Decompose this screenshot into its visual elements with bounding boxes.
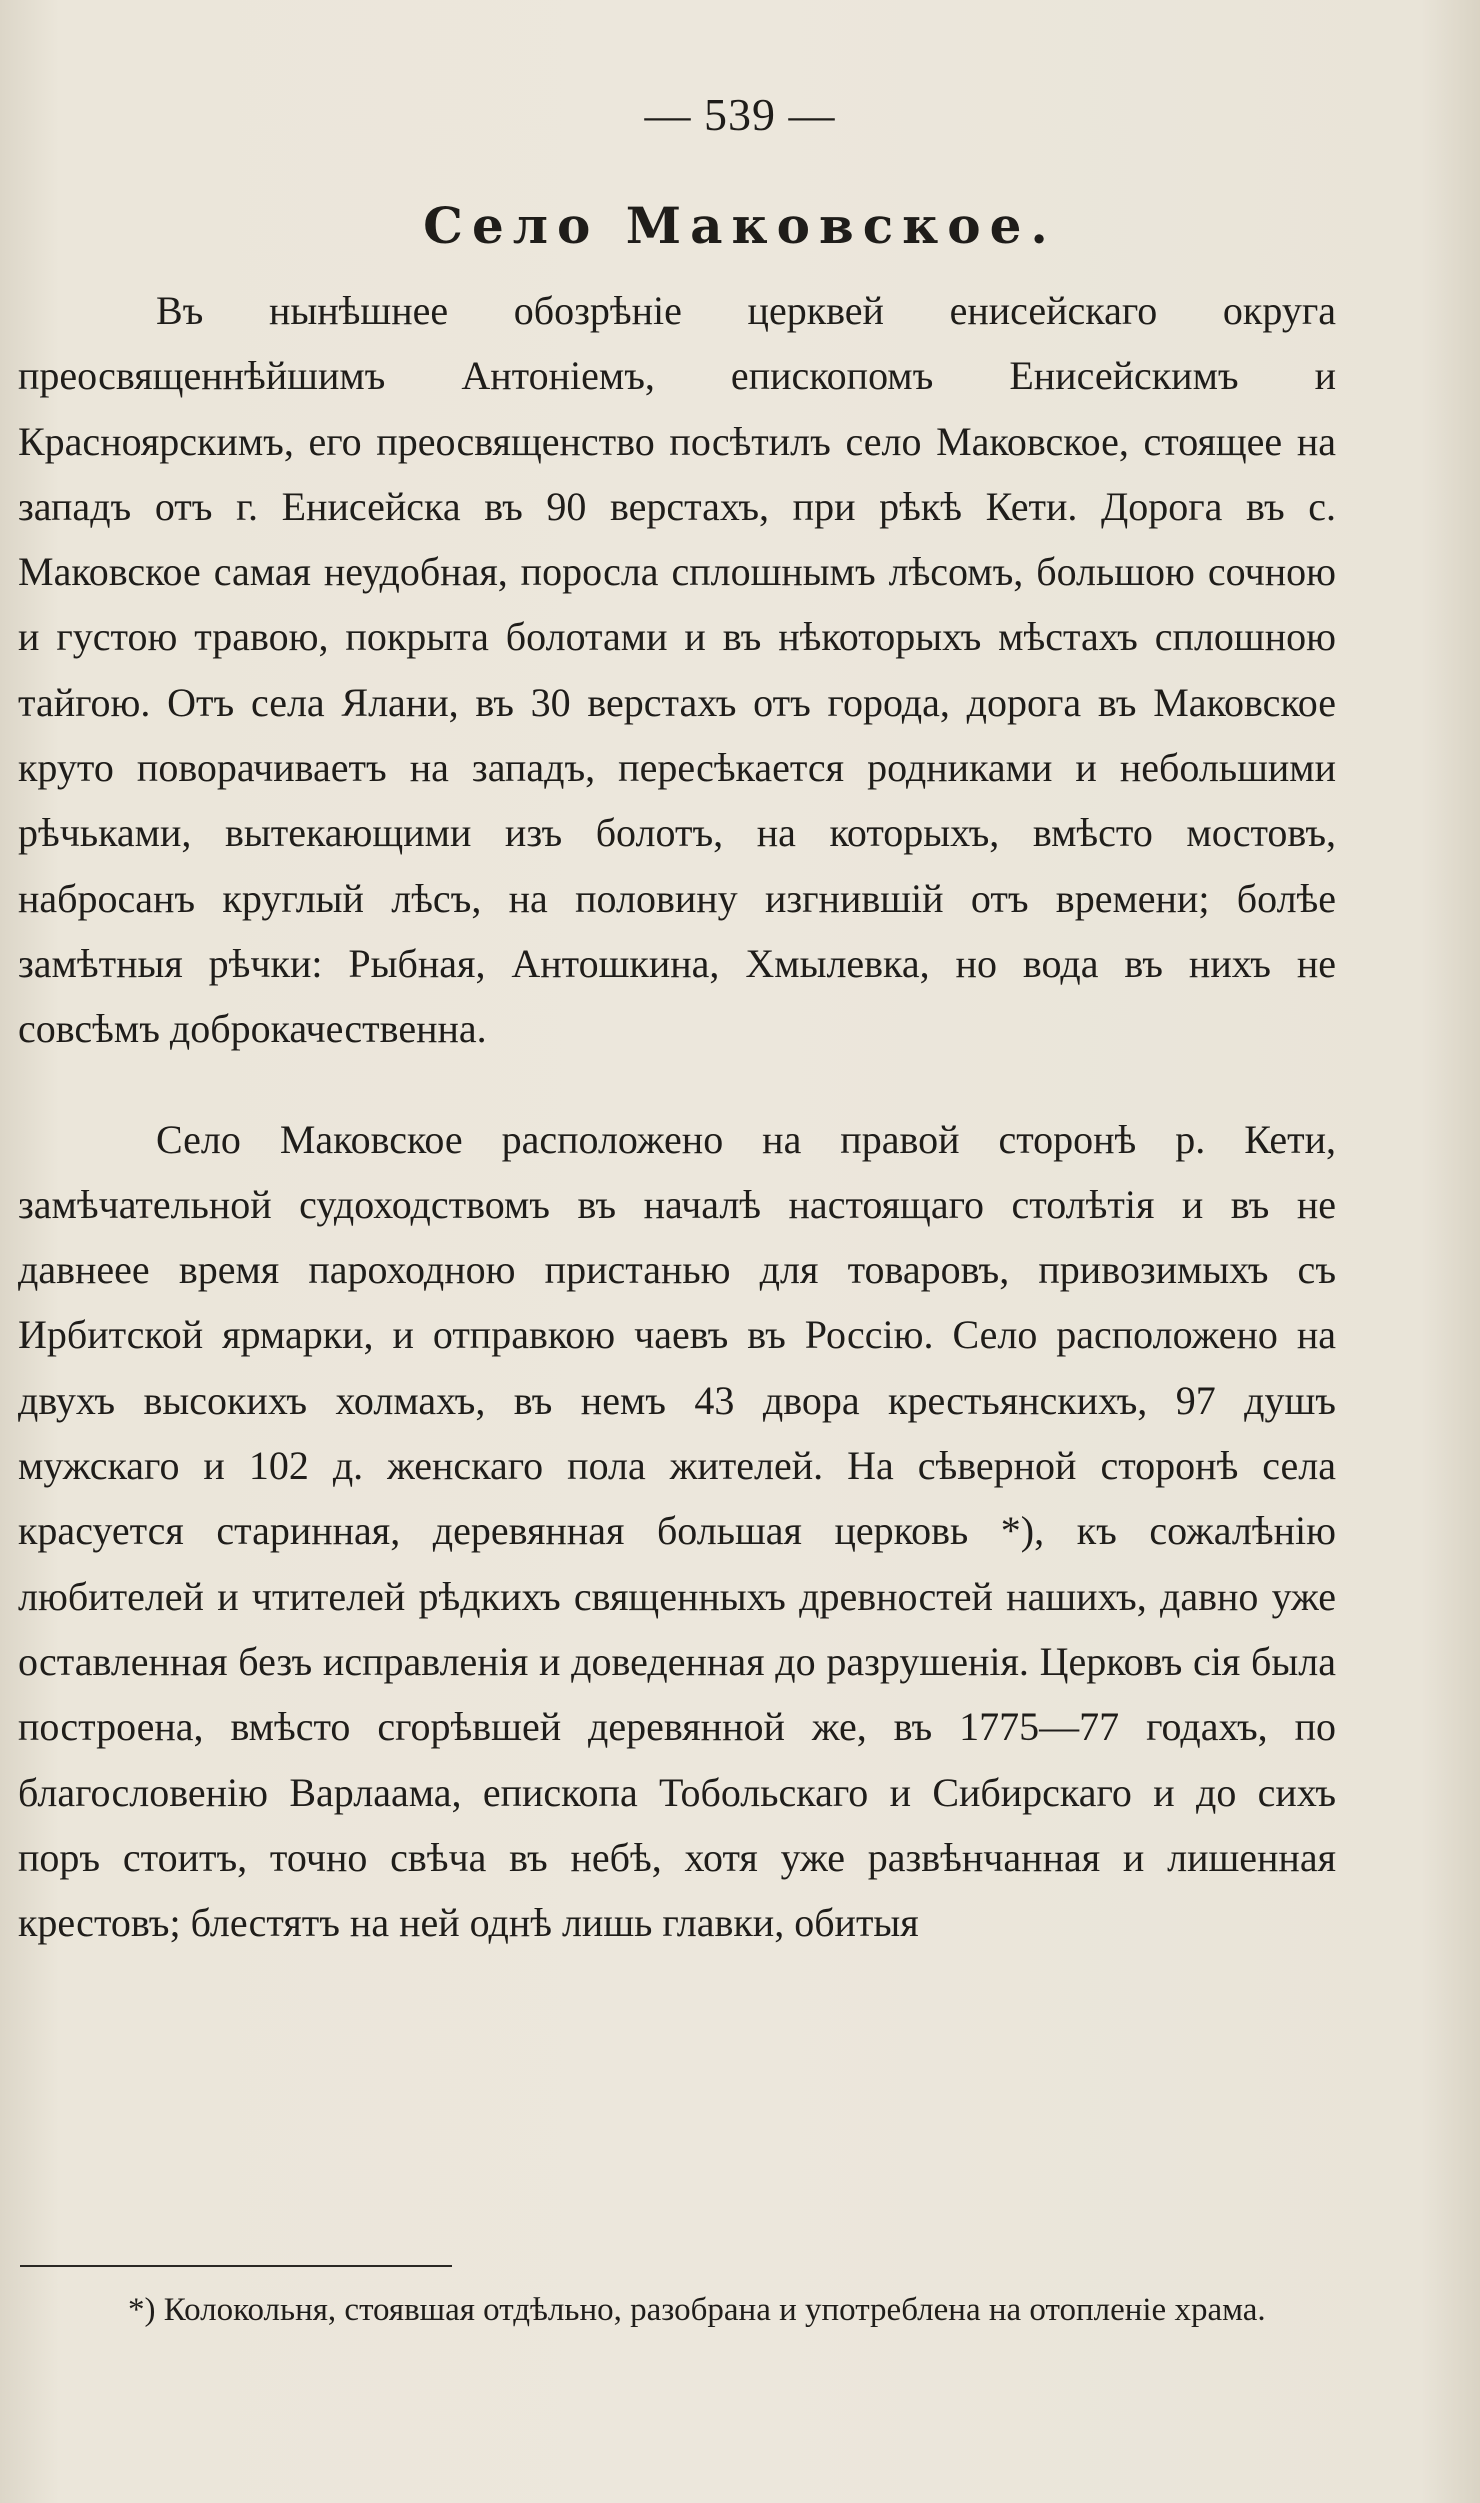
section-title: Село Маковское. <box>423 196 1057 255</box>
footnote: *) Колокольня, стоявшая отдѣльно, разобрана и употреблена на отопленіе храма. <box>128 2292 1266 2328</box>
paragraph-1: Въ нынѣшнее обозрѣніе церквей енисейскаго округа преосвященнѣйшимъ Антоніемъ, епископомъ Енисейскимъ и Красноярскимъ, его преосвященство посѣтилъ село Маковское, стоящее на западъ отъ г. Енисейска въ 90 верстахъ, при рѣкѣ Кети. Дорога въ с. Маковское самая неудобная, поросла сплошнымъ лѣсомъ, большою сочною и густою травою, покрыта болотами и въ нѣкоторыхъ мѣстахъ сплошною тайгою. Отъ села Ялани, въ 30 верстахъ отъ города, дорога въ Маковское круто поворачиваетъ на западъ, пересѣкается родниками и небольшими рѣчьками, вытекающими изъ болотъ, на которыхъ, вмѣсто мостовъ, наброcанъ круглый лѣсъ, на половину изгнившій отъ времени; болѣе замѣтныя рѣчки: Рыбная, Антошкина, Хмылевка, но вода въ нихъ не совсѣмъ доброкачественна. <box>18 288 1336 1052</box>
paragraph-2: Село Маковское расположено на правой сторонѣ р. Кети, замѣчательной судоходствомъ въ началѣ настоящаго столѣтія и въ не давнеее время пароходною пристанью для товаровъ, привозимыхъ съ Ирбитской ярмарки, и отправкою чаевъ въ Россію. Село расположено на двухъ высокихъ холмахъ, въ немъ 43 двора крестьянскихъ, 97 душъ мужскаго и 102 д. женскаго пола жителей. На сѣверной сторонѣ села красуется старинная, деревянная большая церковь *), къ сожалѣнію любителей и чтителей рѣдкихъ священныхъ древностей нашихъ, давно уже оставленная безъ исправленія и доведенная до разрушенія. Церковъ сія была построена, вмѣсто сгорѣвшей деревянной же, въ 1775—77 годахъ, по благословенію Варлаама, епископа Тобольскаго и Сибирскаго и до сихъ поръ стоитъ, точно свѣча въ небѣ, хотя уже развѣнчанная и лишенная крестовъ; блестятъ на ней однѣ лишь главки, обитыя <box>18 1116 1336 1946</box>
page-number: — 539 — <box>644 89 836 140</box>
footnote-separator <box>20 2265 452 2267</box>
main-text <box>18 278 1336 1955</box>
